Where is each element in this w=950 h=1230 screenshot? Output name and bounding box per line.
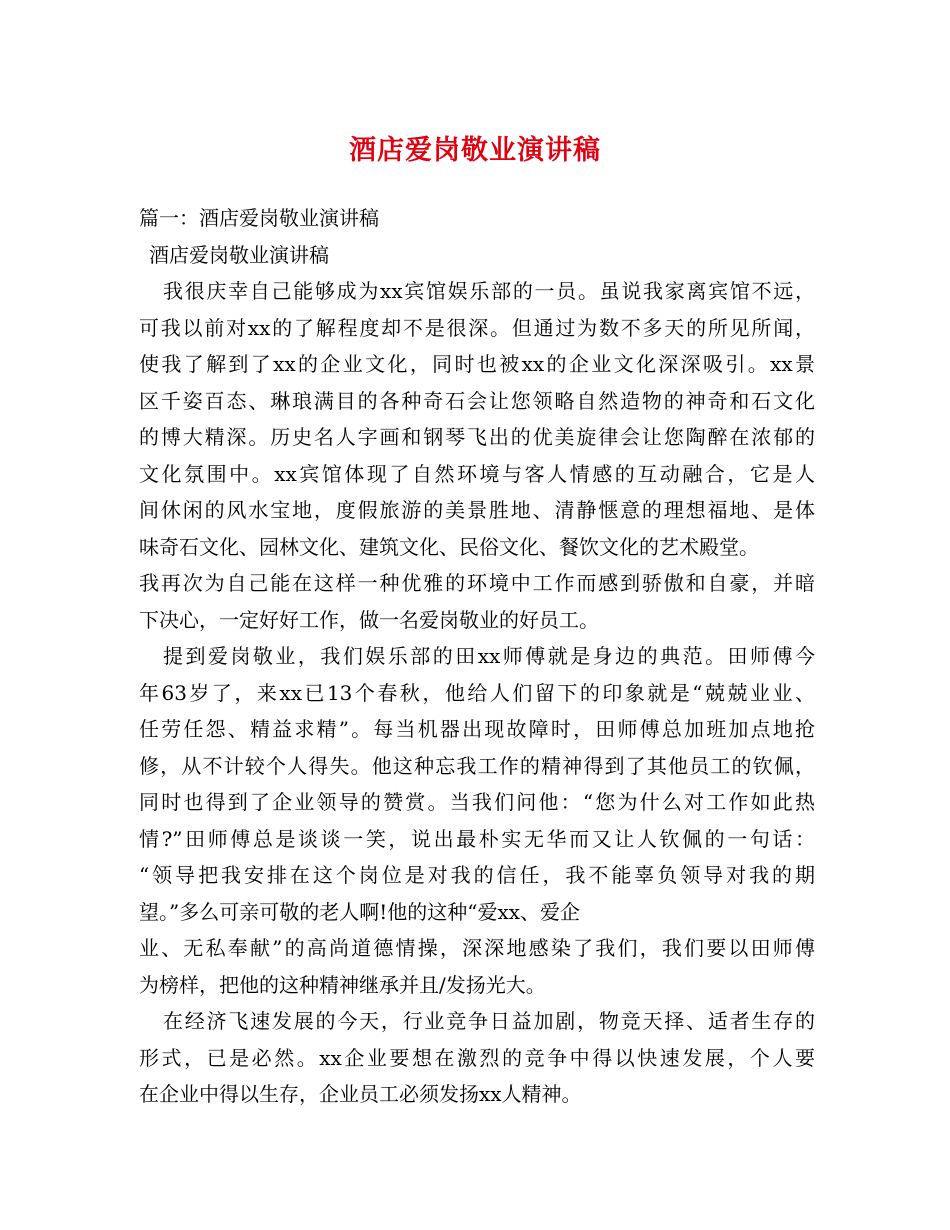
paragraph-line: 我很庆幸自己能够成为xx宾馆娱乐部的一员。虽说我家离宾馆不远， (163, 279, 815, 303)
paragraph-1 (139, 273, 815, 638)
paragraph-line: 味奇石文化、园林文化、建筑文化、民俗文化、餐饮文化的艺术殿堂。 (139, 534, 759, 559)
paragraph-line: 在经济飞速发展的今天，行业竞争日益加剧，物竞天择、适者生存的 (163, 1009, 815, 1033)
paragraph-line: 年63岁了，来xx已13个春秋，他给人们留下的印象就是“兢兢业业、 (139, 680, 815, 705)
paragraph-line: 在企业中得以生存，企业员工必须发扬xx人精神。 (139, 1082, 582, 1106)
paragraph-line: 修，从不计较个人得失。他这种忘我工作的精神得到了其他员工的钦佩， (139, 753, 815, 778)
paragraph-line: 的博大精深。历史名人字画和钢琴飞出的优美旋律会让您陶醉在浓郁的 (139, 425, 815, 449)
paragraph-line: 区千姿百态、琳琅满目的各种奇石会让您领略自然造物的神奇和石文化 (139, 388, 815, 413)
paragraph-line: 情?”田师傅总是谈谈一笑，说出最朴实无华而又让人钦佩的一句话： (139, 826, 815, 851)
paragraph-line: 为榜样，把他的这种精神继承并且/发扬光大。 (139, 972, 546, 997)
document-body (139, 200, 815, 1113)
paragraph-line: 同时也得到了企业领导的赞赏。当我们问他：“您为什么对工作如此热 (139, 790, 815, 814)
paragraph-line: 业、无私奉献”的高尚道德情操，深深地感染了我们，我们要以田师傅 (139, 936, 815, 960)
paragraph-line: 可我以前对xx的了解程度却不是很深。但通过为数不多天的所见所闻， (139, 315, 815, 340)
paragraph-line: 间休闲的风水宝地，度假旅游的美景胜地、清静惬意的理想福地、是体 (139, 498, 815, 522)
paragraph-2 (139, 638, 815, 1003)
paragraph-line: “领导把我安排在这个岗位是对我的信任，我不能辜负领导对我的期 (139, 863, 815, 887)
paragraph-line: 文化氛围中。xx宾馆体现了自然环境与客人情感的互动融合，它是人 (139, 461, 815, 486)
paragraph-line: 形式，已是必然。xx企业要想在激烈的竞争中得以快速发展，个人要 (139, 1045, 815, 1070)
paragraph-line: 我再次为自己能在这样一种优雅的环境中工作而感到骄傲和自豪，并暗 (139, 571, 815, 595)
paragraph-line: 望。”多么可亲可敬的老人啊!他的这种“爱xx、爱企 (139, 899, 581, 924)
document-subtitle: 酒店爱岗敬业演讲稿 (149, 242, 329, 267)
paragraph-3 (139, 1003, 815, 1113)
paragraph-line: 使我了解到了xx的企业文化，同时也被xx的企业文化深深吸引。xx景 (139, 352, 815, 376)
document-title: 酒店爱岗敬业演讲稿 (349, 135, 601, 166)
paragraph-line: 提到爱岗敬业，我们娱乐部的田xx师傅就是身边的典范。田师傅今 (163, 644, 815, 668)
section-heading: 篇一：酒店爱岗敬业演讲稿 (139, 206, 379, 230)
paragraph-line: 下决心，一定好好工作，做一名爱岗敬业的好员工。 (139, 607, 599, 632)
paragraph-line: 任劳任怨、精益求精”。每当机器出现故障时，田师傅总加班加点地抢 (139, 717, 815, 741)
